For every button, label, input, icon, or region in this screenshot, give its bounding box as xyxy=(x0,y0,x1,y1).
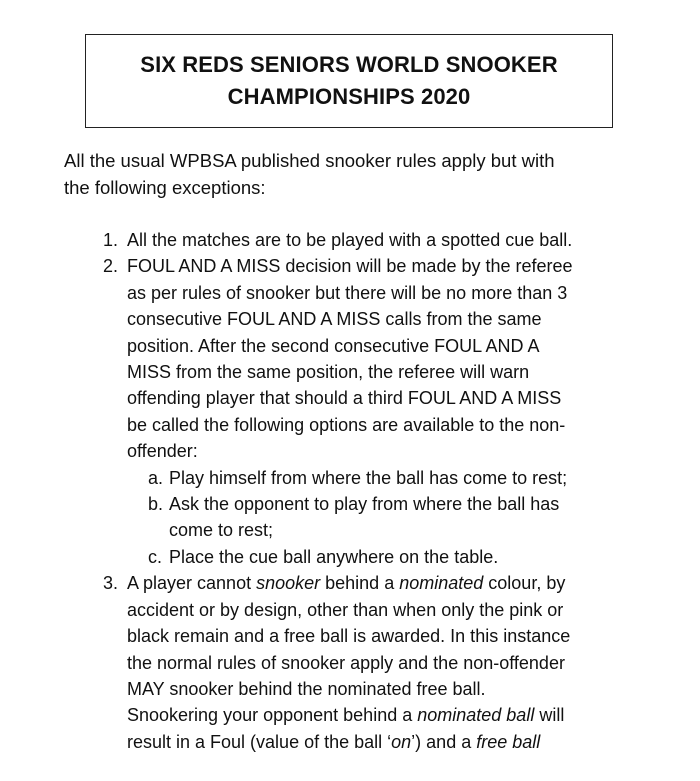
title-line-1: SIX REDS SENIORS WORLD SNOOKER xyxy=(140,52,558,77)
rule-2-line-2: as per rules of snooker but there will be no more than 3 xyxy=(127,282,568,303)
rule-3-line-4: the normal rules of snooker apply and the non-offender xyxy=(127,652,565,673)
rules-list xyxy=(0,227,700,755)
option-b-line-1: Ask the opponent to play from where the ball has xyxy=(169,494,560,515)
rule-2-line-7: be called the following options are available to the non- xyxy=(127,414,566,435)
intro-paragraph xyxy=(64,148,644,201)
rule-2-line-6: offending player that should a third FOUL AND A MISS xyxy=(127,388,562,409)
emphasis-nominated: nominated xyxy=(399,573,484,594)
emphasis-free-ball: free ball xyxy=(476,731,541,752)
rule-2-line-3: consecutive FOUL AND A MISS calls from the same xyxy=(127,309,542,330)
rule-1-line-1: All the matches are to be played with a spotted cue ball. xyxy=(127,230,573,250)
emphasis-nominated-ball: nominated ball xyxy=(417,705,535,726)
rule-number: 2. xyxy=(103,256,119,277)
title-line-2: CHAMPIONSHIPS 2020 xyxy=(227,84,471,109)
rule-2-option-a xyxy=(0,465,700,491)
rule-number: 1. xyxy=(103,230,119,250)
rule-2-line-8: offender: xyxy=(127,441,198,462)
emphasis-snooker: snooker xyxy=(256,573,321,594)
title-box xyxy=(85,34,613,128)
option-letter: a. xyxy=(148,467,164,488)
rule-2-line-5: MISS from the same position, the referee will warn xyxy=(127,362,530,383)
rule-number: 3. xyxy=(103,573,119,594)
rule-2 xyxy=(0,253,700,464)
option-letter: b. xyxy=(148,494,164,515)
rule-3-line-2: accident or by design, other than when only the pink or xyxy=(127,599,564,620)
rule-3-line-5: MAY snooker behind the nominated free ball. xyxy=(127,678,486,699)
option-a-line-1: Play himself from where the ball has come to rest; xyxy=(169,467,568,488)
rule-3 xyxy=(0,570,700,755)
rule-3-line-7: result in a Foul (value of the ball ‘on’) and a free ball xyxy=(127,731,541,752)
rule-2-option-b xyxy=(0,491,700,544)
intro-line-2: the following exceptions: xyxy=(64,176,266,198)
emphasis-on: on xyxy=(391,731,412,752)
option-letter: c. xyxy=(148,546,163,567)
rule-3-line-3: black remain and a free ball is awarded. In this instance xyxy=(127,626,571,647)
rule-1 xyxy=(0,227,700,253)
option-b-line-2: come to rest; xyxy=(169,520,274,541)
rule-2-option-c xyxy=(0,544,700,570)
option-c-line-1: Place the cue ball anywhere on the table. xyxy=(169,546,499,567)
rule-2-line-1: FOUL AND A MISS decision will be made by the referee xyxy=(127,256,573,277)
rule-3-line-6: Snookering your opponent behind a nominated ball will xyxy=(127,705,565,726)
rule-2-line-4: position. After the second consecutive FOUL AND A xyxy=(127,335,540,356)
intro-line-1: All the usual WPBSA published snooker rules apply but with xyxy=(64,150,555,171)
rule-3-line-1: A player cannot snooker behind a nominated colour, by xyxy=(127,573,566,594)
